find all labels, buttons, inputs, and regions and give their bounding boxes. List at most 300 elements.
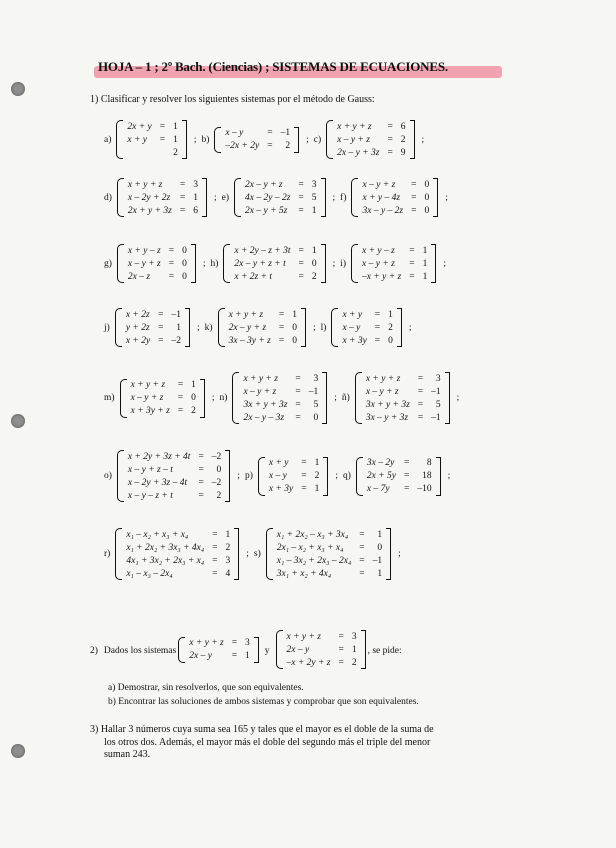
equals-sign: = [411,192,417,203]
system-b [214,127,299,153]
bracket-right [386,528,391,580]
separator: ; [335,471,338,481]
punch-hole-middle [11,414,25,428]
equation-row [360,270,429,283]
equation-lhs: x – 7y [366,484,390,494]
system-2b-body [276,630,366,669]
bracket-right [322,372,327,424]
equation-rhs: –10 [417,484,432,494]
separator: ; [306,134,309,145]
equation-row [227,308,299,321]
equation-lhs: x + y + z [189,638,224,648]
brace-left [355,372,362,424]
equation-lhs: x₁ – x₂ + x₃ + x₄ [126,529,189,540]
equation-row [126,244,189,257]
system-a [116,120,186,159]
equation-rhs: 9 [400,147,406,158]
equals-sign: = [411,179,417,190]
brace-left [351,244,358,283]
equation-lhs: x – y [225,128,244,138]
equation-rhs: –1 [308,386,319,397]
bracket-right [410,120,415,159]
equations [126,244,189,283]
brace-left [356,457,363,496]
equation-rhs: –1 [171,309,182,320]
equation-lhs: 3x + y + 3z [365,399,410,410]
system-ñ [355,372,450,424]
equation-rhs: 3 [313,373,319,384]
equation-rhs: 0 [388,335,393,346]
brace-left [351,178,358,217]
equals-sign: = [212,542,218,553]
system-j [115,308,190,347]
separator: ; [202,258,206,269]
equation-row [275,554,384,567]
system-label: r) [104,549,111,559]
equation-row [126,270,189,283]
equals-sign: = [403,471,410,481]
equation-row [335,146,407,159]
equation-rhs: –1 [431,412,441,423]
equals-sign: = [295,399,301,410]
equation-lhs: 2x + y [127,121,152,132]
equation-rhs: 0 [377,542,383,553]
question-3-number: 3) [90,724,99,735]
equation-rhs: –1 [372,555,383,566]
bracket-right [294,127,299,153]
equals-sign: = [301,471,307,481]
system-i [351,244,436,283]
bracket-right [225,450,230,502]
separator: ; [246,549,249,559]
equation-row [243,204,319,217]
equation-rhs: 1 [191,380,196,390]
system-g [117,244,196,283]
question-2-join: y [264,646,270,656]
bracket-right [185,308,190,347]
system-label: n) [219,393,228,403]
equation-rhs: 0 [311,258,317,269]
equation-rhs: 5 [311,192,317,203]
equation-lhs: 2x₁ – x₂ + x₃ + x₄ [276,542,344,553]
equation-row [267,457,321,470]
equation-lhs: 2x – y + 3z [337,147,380,158]
separator: ; [334,393,337,403]
separator: ; [312,322,316,333]
equation-lhs: 2x – y – 3z [243,412,285,423]
equation-rhs: 1 [314,484,320,494]
equation-lhs: 3x + y + 3z [243,399,288,410]
equation-lhs: 4x – 2y – 2z [245,192,291,203]
equation-row [360,257,429,270]
equation-lhs: x – 2y + 2z [127,192,171,203]
equals-sign: = [359,529,365,540]
equation-row [126,489,223,502]
equation-lhs: x₁ – x₃ – 2x₄ [126,568,173,579]
equation-lhs: 2x – y + z [228,322,267,333]
equals-sign: = [198,464,204,475]
equals-sign: = [411,205,417,216]
equation-rhs: 0 [292,335,297,346]
equation-lhs: x + y + z [127,179,163,190]
equation-row [365,483,434,496]
equation-row [365,470,434,483]
system-o [117,450,230,502]
equals-sign: = [158,322,164,333]
equation-row [125,120,179,133]
question-2-ask: , se pide: [367,646,402,656]
equation-row [125,146,179,159]
equations [360,178,431,217]
equals-sign: = [298,179,304,190]
equation-row [275,528,384,541]
system-label: g) [104,258,112,269]
equations [364,372,443,424]
equation-rhs: 5 [435,399,441,410]
equation-rhs: 6 [193,205,198,216]
system-row [104,528,406,580]
equation-row [241,372,320,385]
question-2-a: a) Demostrar, sin resolverlos, que son equivalentes. [108,683,304,693]
equation-row [243,191,319,204]
equations [126,178,200,217]
equation-row [187,650,252,663]
equation-lhs: x + y + z [286,631,321,642]
equation-rhs: 1 [311,245,317,256]
system-m [120,379,205,418]
equation-row [129,392,198,405]
equals-sign: = [198,477,204,488]
equation-rhs: 1 [377,529,383,540]
equals-sign: = [278,335,285,346]
bracket-right [254,637,259,663]
system-l [331,308,401,347]
equals-sign: = [295,412,301,423]
equation-rhs: 1 [245,651,250,661]
equation-row [275,541,384,554]
equals-sign: = [298,271,304,282]
equation-row [285,643,359,656]
equation-rhs: 1 [193,192,198,203]
bracket-right [200,379,205,418]
equation-lhs: 3x – 3y + z [228,335,271,346]
system-s [266,528,391,580]
equation-row [364,398,443,411]
equation-lhs: x + y – 4z [362,192,401,203]
equation-lhs: x + y – z [127,245,161,256]
separator: ; [211,393,215,403]
equals-sign: = [338,644,344,655]
equations [241,372,320,424]
question-3-line-2: los otros dos. Además, el mayor más el doble del segundo más el triple del menor [104,736,431,748]
equation-rhs: –1 [280,128,291,138]
system-label: j) [104,322,110,333]
brace-left [214,127,221,153]
equation-rhs: 2 [173,147,178,158]
equation-lhs: x + 3y [342,335,367,346]
equals-sign: = [374,322,381,333]
question-3 [90,724,434,762]
equation-row [335,133,407,146]
system-label: ñ) [341,393,350,403]
brace-left [178,637,185,663]
equation-rhs: 0 [182,245,187,256]
equation-rhs: 1 [314,458,320,468]
equation-rhs: 0 [313,412,319,423]
equation-rhs: 0 [182,258,187,269]
equation-rhs: –2 [211,477,222,488]
equals-sign: = [267,128,273,138]
equations [124,528,232,580]
equation-rhs: 2 [400,134,406,145]
equals-sign: = [417,412,424,423]
system-label: f) [340,192,347,203]
equation-rhs: 0 [424,192,430,203]
separator: ; [193,134,197,145]
equation-row [364,372,443,385]
equation-row [360,204,431,217]
equation-lhs: x – y + z [362,258,395,269]
equals-sign: = [374,309,381,320]
system-label: l) [320,322,327,333]
system-row [104,308,417,347]
equations [223,127,292,153]
equation-lhs: x + y + z [243,373,278,384]
equation-row [364,385,443,398]
equation-rhs: 2 [311,271,317,282]
equation-lhs: 2x + 5y [366,471,396,481]
system-label: q) [342,471,351,481]
equation-rhs: 0 [182,271,187,282]
equals-sign: = [298,205,304,216]
brace-left [223,244,230,283]
equation-lhs: –x + y + z [362,271,402,282]
equals-sign: = [168,245,175,256]
equals-sign: = [177,380,184,390]
brace-left [120,379,127,418]
brace-left [258,457,265,496]
separator: ; [213,192,217,203]
brace-left [234,178,241,217]
equation-lhs: x + 2y + 3z + 4t [127,451,191,462]
system-label: m) [104,393,115,403]
equals-sign: = [212,568,218,579]
equation-rhs: 0 [424,179,430,190]
equations [243,178,319,217]
equals-sign: = [295,373,301,384]
bracket-right [202,178,207,217]
equation-lhs: 3x₁ + x₂ + 4x₄ [276,568,332,579]
equation-lhs: x + y – z [362,245,395,256]
equals-sign: = [159,134,166,145]
equation-rhs: 0 [191,393,196,403]
equation-lhs: x – y + z [130,393,164,403]
question-1-number: 1) [90,94,99,105]
equations [129,379,198,418]
equals-sign: = [301,484,307,494]
equations [335,120,407,159]
equals-sign: = [409,258,415,269]
question-2-b: b) Encontrar las soluciones de ambos sistemas y comprobar que son equivalentes. [108,697,419,707]
equation-row [223,127,292,140]
equation-lhs: x – y + z [127,258,161,269]
equation-rhs: 3 [435,373,441,384]
equals-sign: = [298,245,304,256]
equation-rhs: 3 [311,179,317,190]
equation-rhs: 2 [314,471,320,481]
equals-sign: = [409,245,415,256]
equals-sign: = [338,657,344,668]
system-p [258,457,328,496]
equation-row [126,463,223,476]
system-label: a) [104,134,112,145]
equation-rhs: 1 [173,134,178,145]
system-label: i) [340,258,347,269]
equation-lhs: x + 2z + t [234,271,273,282]
equals-sign: = [298,258,304,269]
equation-rhs: 2 [225,542,231,553]
bracket-right [361,630,366,669]
equation-row [227,321,299,334]
separator: ; [398,549,401,559]
system-row [104,120,429,159]
equation-row [126,178,200,191]
system-label: e) [221,192,230,203]
equation-lhs: x – y + z [337,134,370,145]
equation-row [275,567,384,580]
question-2-intro: Dados los sistemas [103,646,177,656]
page-title: HOJA – 1 ; 2º Bach. (Ciencias) ; SISTEMAS DE ECUACIONES. [98,59,448,74]
equation-lhs: –x + 2y + z [286,657,331,668]
equation-rhs: 2 [285,141,291,151]
question-3-line-3: suman 243. [104,749,151,760]
brace-left [276,630,283,669]
separator: ; [447,471,451,481]
equation-row [124,321,183,334]
equation-lhs: x + 2y [125,335,151,346]
bracket-right [182,120,187,159]
equals-sign: = [359,555,365,566]
equation-row [241,398,320,411]
equation-lhs: x₁ – 3x₂ + 2x₃ – 2x₄ [276,555,352,566]
equation-lhs: 3x – y – 2z [362,205,404,216]
equation-lhs: 4x₁ + 3x₂ + 2x₃ + x₄ [126,555,205,566]
equation-rhs: 1 [422,271,428,282]
equals-sign: = [417,399,424,410]
equals-sign: = [267,141,273,151]
equals-sign: = [179,205,186,216]
equation-lhs: x + 2z [125,309,150,320]
system-n [232,372,327,424]
equation-row [124,541,232,554]
equation-rhs: 2 [388,322,393,333]
equation-lhs: x – y + z [243,386,277,397]
equation-row [267,470,321,483]
equation-rhs: 0 [292,322,297,333]
bracket-right [445,372,450,424]
equals-sign: = [417,386,424,397]
system-row [104,244,451,283]
equation-lhs: 2x – y + 5z [245,205,288,216]
equals-sign: = [387,147,393,158]
equations [232,244,318,283]
equation-lhs: 2x – y + z [245,179,283,190]
equals-sign: = [212,529,218,540]
equation-lhs: 3x – 2y [366,458,395,468]
equation-row [365,457,434,470]
separator: ; [445,192,448,203]
equation-rhs: 1 [173,121,178,132]
equals-sign: = [198,451,204,462]
system-d [117,178,207,217]
system-r [115,528,239,580]
separator: ; [443,258,446,269]
equation-row [267,483,321,496]
equation-lhs: x – y – z + t [127,490,173,501]
equation-row [335,120,407,133]
equation-lhs: 2x – y + z + t [234,258,286,269]
equals-sign: = [409,271,415,282]
equation-rhs: 1 [225,529,231,540]
equation-row [364,411,443,424]
equations [285,630,359,669]
equation-row [126,257,189,270]
equals-sign [154,146,171,159]
equation-lhs: x + y + z [337,121,372,132]
equation-row [340,334,394,347]
equation-lhs: 2x – y [189,651,212,661]
equation-lhs: y + 2z [125,322,150,333]
equation-row [232,270,318,283]
equals-sign: = [359,568,365,579]
equals-sign: = [159,121,166,132]
equation-rhs: –1 [431,386,441,397]
equation-row [126,476,223,489]
separator: ; [456,393,460,403]
equation-row [129,379,198,392]
system-label: h) [210,258,219,269]
question-2-number: 2) [90,646,98,656]
equals-sign: = [231,638,238,648]
equation-rhs: 3 [193,179,198,190]
equation-row [360,178,431,191]
equation-row [285,630,359,643]
equals-sign: = [301,458,307,468]
brace-left [218,308,225,347]
equation-rhs: 4 [225,568,231,579]
equation-rhs: 0 [424,205,430,216]
question-2 [90,630,402,672]
equation-rhs: 1 [422,258,428,269]
equation-rhs: 1 [176,322,182,333]
equation-row [125,133,179,146]
equals-sign: = [158,309,164,320]
equation-row [232,257,318,270]
equation-row [232,244,318,257]
system-label: d) [104,192,112,203]
equation-rhs: 5 [313,399,319,410]
system-row [104,450,455,502]
equations [187,637,252,663]
equations [365,457,434,496]
equation-row [360,244,429,257]
equals-sign: = [231,651,238,661]
equation-lhs: x + y + z [228,309,264,320]
brace-left [115,528,122,580]
equation-row [340,321,394,334]
system-label: o) [104,471,112,481]
equation-lhs: x + y + z [130,380,166,390]
